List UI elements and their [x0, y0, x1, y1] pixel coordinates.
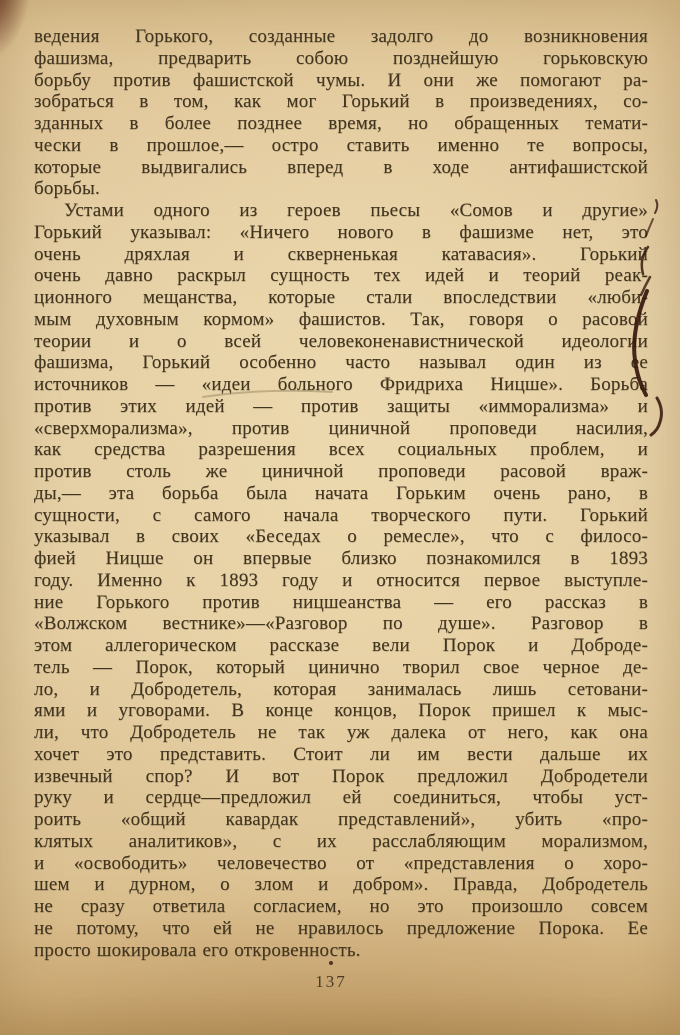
text-line: Устами одного из героев пьесы «Сомов и другие»	[64, 200, 648, 221]
page-number: 137	[315, 972, 347, 991]
text-line: ды,— эта борьба была начата Горьким очень рано, в	[34, 482, 648, 504]
text-line: против этих идей — против защиты «имморализма» и	[34, 395, 648, 417]
text-line: хочет это представить. Стоит ли им вести дальше их	[34, 743, 648, 765]
text-line: фией Ницше он впервые близко познакомился в 1893	[34, 548, 648, 569]
text-line: против столь же циничной проповеди расовой враж-	[34, 461, 648, 482]
text-line: не сразу ответила согласием, но это произошло совсем	[34, 896, 648, 917]
text-line: Горький указывал: «Ничего нового в фашизме нет, это	[34, 221, 648, 243]
text-line: фашизма, Горький особенно часто называл один из ее	[34, 352, 648, 374]
text-line: этом аллегорическом рассказе вели Порок и Доброде-	[34, 635, 648, 656]
text-line: источников — «идеи больного Фридриха Ницше». Борьба	[34, 374, 648, 395]
text-line: как средства разрешения всех социальных проблем, и	[34, 439, 648, 461]
text-line: зобраться в том, как мог Горький в произведениях, со-	[34, 91, 648, 113]
text-line: тель — Порок, который цинично творил свое черное де-	[34, 656, 648, 678]
text-line: фашизма, предварить собою позднейшую горьковскую	[34, 47, 648, 69]
ink-dot	[329, 961, 333, 965]
text-line: «Волжском вестнике»—«Разговор по душе». Разговор в	[34, 613, 648, 635]
text-line: «сверхморализма», против циничной проповеди насилия,	[34, 417, 648, 439]
ink-stroke	[655, 200, 657, 213]
text-line: и «освободить» человечество от «представления о хоро-	[34, 852, 648, 874]
text-line: ями и уговорами. В конце концов, Порок пришел к мыс-	[34, 700, 648, 722]
text-line: ционного мещанства, которые стали впоследствии «люби-	[34, 287, 648, 308]
text-line: не потому, что ей не нравилось предложение Порока. Ее	[34, 917, 648, 939]
text-line: сущности, с самого начала творческого пути. Горький	[34, 504, 648, 526]
text-line: борьбу против фашистской чумы. И они же помогают ра-	[34, 69, 648, 91]
text-line: ли, что Добродетель не так уж далека от него, как она	[34, 722, 648, 743]
ink-stroke	[651, 398, 661, 435]
text-line: борьбы.	[34, 178, 100, 200]
text-line: году. Именно к 1893 году и относится первое выступле-	[34, 569, 648, 591]
text-line: клятых аналитиков», с их расслабляющим морализмом,	[34, 830, 648, 852]
text-line: ло, и Добродетель, которая занималась лишь сетовани-	[34, 678, 648, 700]
text-line: руку и сердце—предложил ей соединиться, чтобы уст-	[34, 787, 648, 809]
text-block	[34, 26, 648, 961]
text-line: зданных в более позднее время, но обращенных темати-	[34, 113, 648, 134]
text-line: просто шокировала его откровенность.	[34, 939, 361, 961]
text-line: шем и дурном, о злом и добром». Правда, Добродетель	[34, 874, 648, 896]
text-line: очень дряхлая и скверненькая катавасия». Горький	[34, 243, 648, 265]
text-line: роить «общий кавардак представлений», убить «про-	[34, 809, 648, 830]
text-line: теории и о всей человеконенавистнической идеологии	[34, 330, 648, 352]
text-line: извечный спор? И вот Порок предложил Добродетели	[34, 765, 648, 787]
text-line: ние Горького против ницшеанства — его рассказ в	[34, 591, 648, 613]
text-line: указывал в своих «Беседах о ремесле», что с филосо-	[34, 526, 648, 548]
text-line: мым духовным кормом» фашистов. Так, говоря о расовой	[34, 308, 648, 330]
text-line: которые выдвигались вперед в ходе антифашистской	[34, 156, 648, 178]
text-line: ведения Горького, созданные задолго до возникновения	[34, 26, 648, 47]
text-line: очень давно раскрыл сущность тех идей и теорий реак-	[34, 265, 648, 287]
text-line: чески в прошлое,— остро ставить именно те вопросы,	[34, 134, 648, 156]
